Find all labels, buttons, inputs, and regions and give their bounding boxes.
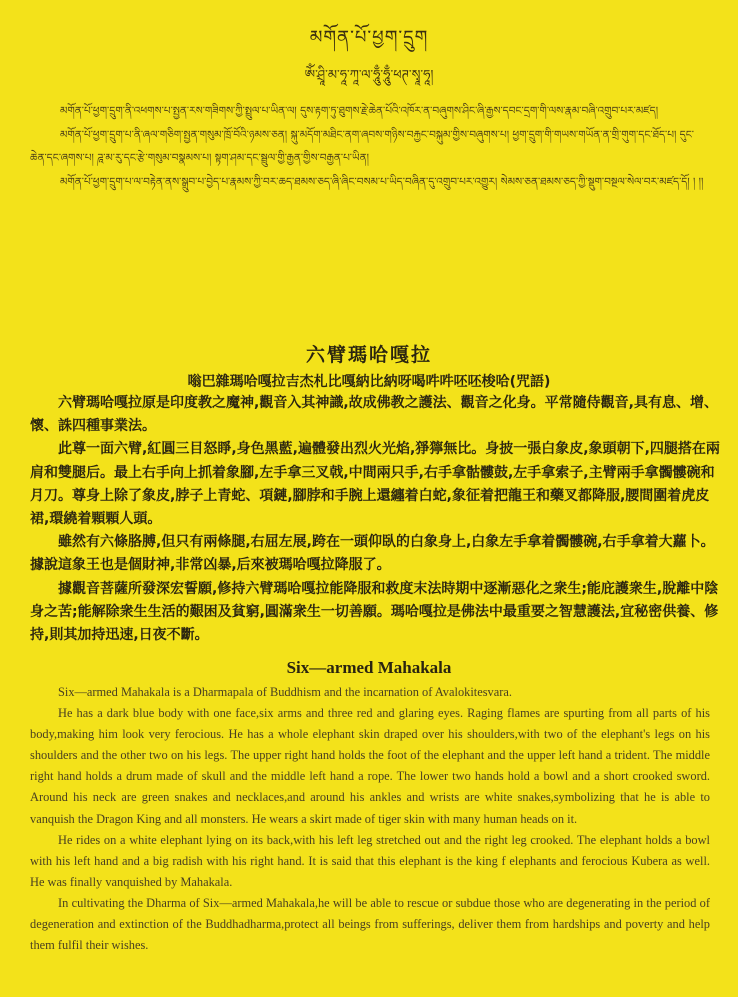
tibetan-paragraph: མགོན་པོ་ཕྱག་དྲུག་པ་ནི་ཞལ་གཅིག་སྤྱན་གསུམ་ཁྲོ་བོའི་ཉམས་ཅན། སྐུ་མདོག་མཐིང་ནག་ཞབས་གཉིས་བརྐྱང་བསྐུམ་གྱིས་བཞུགས་པ། ཕྱག་དྲུག་གི་གཡས་གཡོན་ན་གྲི་གུག་དང་ཐོད་པ། དུང་ཆེན་དང་ཞགས་པ། ཌཱ་མ་རུ་དང་རྩེ་གསུམ་བསྣམས་པ། སྟག་ཤམ་དང་སྦྲུལ་གྱི་རྒྱན་གྱིས་བརྒྱན་པ་ཡིན། bbox=[30, 128, 694, 164]
english-paragraph: Six—armed Mahakala is a Dharmapala of Buddhism and the incarnation of Avalokitesvara. bbox=[58, 685, 512, 699]
tibetan-paragraph: མགོན་པོ་ཕྱག་དྲུག་ནི་འཕགས་པ་སྤྱན་རས་གཟིགས་ཀྱི་སྤྲུལ་པ་ཡིན་ལ། དུས་རྟག་ཏུ་ཐུགས་རྗེ་ཆེན་པོའི་འཁོར་ན་བཞུགས་ཤིང་ཞི་རྒྱས་དབང་དྲག་གི་ལས་རྣམ་བཞི་འགྲུབ་པར་མཛད། bbox=[60, 105, 659, 117]
tibetan-title: མགོན་པོ་ཕྱག་དྲུག bbox=[309, 27, 429, 48]
english-paragraph: In cultivating the Dharma of Six—armed Mahakala,he will be able to rescue or subdue those who are degenerating in the period of degeneration and extinction of the Buddhadharma,protect all beings from sufferings, deliver them from hardships and poverty and help them fulfil their wishes. bbox=[30, 895, 710, 953]
english-paragraph: He has a dark blue body with one face,six arms and three red and glaring eyes. Raging flames are spurting from all parts of his body,making him look very ferocious. He has a whole elephant skin draped over his shoulders,with two of the elephant's legs on his shoulders and the other two on his legs. The upper right hand holds the foot of the elephant and the upper left hand a trident. The middle right hand holds a drum made of skull and the middle left hand a rope. The lower two hands hold a bowl and a short crooked sword. Around his neck are green snakes and necklaces,and around his ankles and wrists are white snakes,symbolizing that he is able to vanquish the Dragon King and all monsters. He wears a skirt made of tiger skin with many human heads on it. bbox=[30, 706, 710, 826]
tibetan-mantra: ཨོཾ་ཤྲཱི་མ་ཧཱ་ཀཱ་ལ་ཧཱུྃ་ཧཱུྃ་ཕཊ་སྭཱ་ཧཱ། bbox=[304, 68, 434, 83]
chinese-paragraph: 雖然有六條胳膊,但只有兩條腿,右屈左展,跨在一頭仰臥的白象身上,白象左手拿着髑髏碗,右手拿着大蘿卜。據說這象王也是個財神,非常凶暴,后來被瑪哈嘎拉降服了。 bbox=[30, 534, 715, 574]
chinese-mantra: 嗡巴雜瑪哈嘎拉吉杰札比嘎納比納呀喝吽吽呸呸梭哈(咒語) bbox=[187, 374, 551, 390]
english-text-block bbox=[30, 682, 710, 956]
chinese-paragraph: 六臂瑪哈嘎拉原是印度教之魔神,觀音入其神識,故成佛教之護法、觀音之化身。平常隨侍觀音,具有息、增、懷、誅四種事業法。 bbox=[30, 395, 718, 435]
tibetan-text-block bbox=[30, 100, 710, 194]
english-title: Six—armed Mahakala bbox=[286, 658, 452, 677]
english-paragraph: He rides on a white elephant lying on its back,with his left leg stretched out and the right leg crooked. The elephant holds a bowl with his left hand and a big radish with his right hand. It is said that this elephant is the king f elephants and ferocious Kubera as well. He was finally vanquished by Mahakala. bbox=[30, 832, 710, 889]
chinese-paragraph: 據觀音菩薩所發深宏誓願,修持六臂瑪哈嘎拉能降服和救度末法時期中逐漸惡化之衆生;能庇護衆生,脫離中陰身之苦;能解除衆生生活的艱困及貧窮,圓滿衆生一切善願。瑪哈嘎拉是佛法中最重要之智慧護法,宜秘密供養、修持,則其加持迅速,日夜不斷。 bbox=[30, 580, 719, 644]
tibetan-paragraph: མགོན་པོ་ཕྱག་དྲུག་པ་ལ་བརྟེན་ནས་སྒྲུབ་པ་བྱེད་པ་རྣམས་ཀྱི་བར་ཆད་ཐམས་ཅད་ཞི་ཞིང་བསམ་པ་ཡིད་བཞིན་དུ་འགྲུབ་པར་འགྱུར། སེམས་ཅན་ཐམས་ཅད་ཀྱི་སྡུག་བསྔལ་སེལ་བར་མཛད་དོ། ། །། bbox=[60, 175, 704, 188]
chinese-paragraph: 此尊一面六臂,紅圓三目怒睜,身色黑藍,遍體發出烈火光焰,猙獰無比。身披一張白象皮,象頭朝下,四腿搭在兩肩和雙腿后。最上右手向上抓着象腳,左手拿三叉戟,中間兩只手,右手拿骷髏鼓,左手拿索子,主臂兩手拿髑髏碗和月刀。尊身上除了象皮,脖子上青蛇、項鏈,腳脖和手腕上還纏着白蛇,象征着把龍王和藥叉都降服,腰間圍着虎皮裙,環繞着顆顆人頭。 bbox=[30, 441, 720, 528]
chinese-title: 六臂瑪哈嘎拉 bbox=[305, 344, 432, 366]
chinese-text-block bbox=[30, 392, 720, 647]
